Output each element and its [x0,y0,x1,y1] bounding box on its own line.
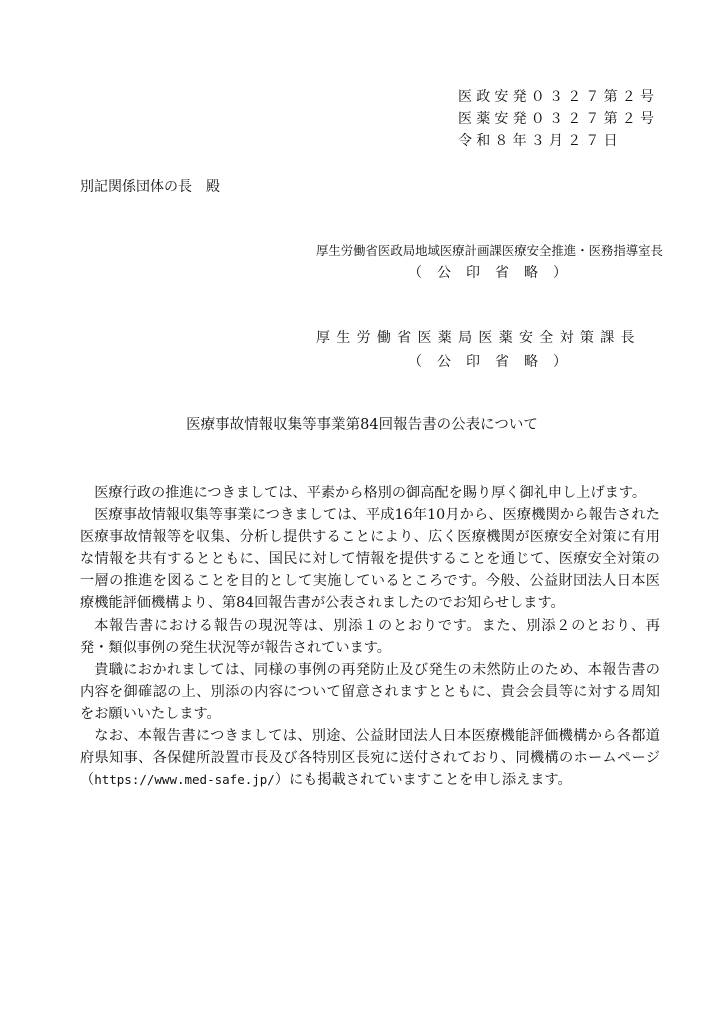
sender-1-name: 厚生労働省医政局地域医療計画課医療安全推進・医務指導室長 [316,243,663,258]
sender-1 [316,241,663,281]
document-reference-block [458,86,658,152]
sender-2-name: 厚生労働省医薬局医薬安全対策課長 [316,330,641,346]
body-paragraph-5-text-before: なお、本報告書につきましては、別途、公益財団法人日本医療機能評価機構から各都道府県知事、各保健所設置市長及び各特別区長宛に送付されており、同機構のホームページ（ [80,728,660,789]
document-number-1: 医政安発０３２７第２号 [458,89,659,105]
website-url: https://www.med-safe.jp/ [94,772,275,788]
body-paragraph-5 [80,725,660,791]
sender-1-seal-note: （公印省略） [408,265,582,281]
sender-2-seal-note: （公印省略） [408,354,582,370]
body-paragraph-4: 貴職におかれましては、同様の事例の再発防止及び発生の未然防止のため、本報告書の内容を御確認の上、別添の内容について留意されますとともに、貴会会員等に対する周知をお願いいたします。 [80,661,660,722]
document-date: 令和８年３月２７日 [458,133,622,149]
sender-2 [316,327,656,370]
body-paragraph-1: 医療行政の推進につきましては、平素から格別の御高配を賜り厚く御礼申し上げます。 [94,485,647,501]
document-title: 医療事故情報収集等事業第84回報告書の公表について [186,417,538,433]
body-paragraph-5-text-after: ）にも掲載されていますことを申し添えます。 [274,772,572,789]
document-body [80,482,660,791]
body-paragraph-3: 本報告書における報告の現況等は、別添１のとおりです。また、別添２のとおり、再発・類似事例の発生状況等が報告されています。 [80,617,660,656]
addressee: 別記関係団体の長 殿 [80,179,220,195]
document-number-2: 医薬安発０３２７第２号 [458,111,659,127]
body-paragraph-2: 医療事故情報収集等事業につきましては、平成16年10月から、医療機関から報告された医療事故情報等を収集、分析し提供することにより、広く医療機関が医療安全対策に有用な情報を共有するとともに、国民に対して情報を提供することを通じて、医療安全対策の一層の推進を図ることを目的として実施しているところです。今般、公益財団法人日本医療機能評価機構より、第84回報告書が公表されましたのでお知らせします。 [80,507,660,612]
